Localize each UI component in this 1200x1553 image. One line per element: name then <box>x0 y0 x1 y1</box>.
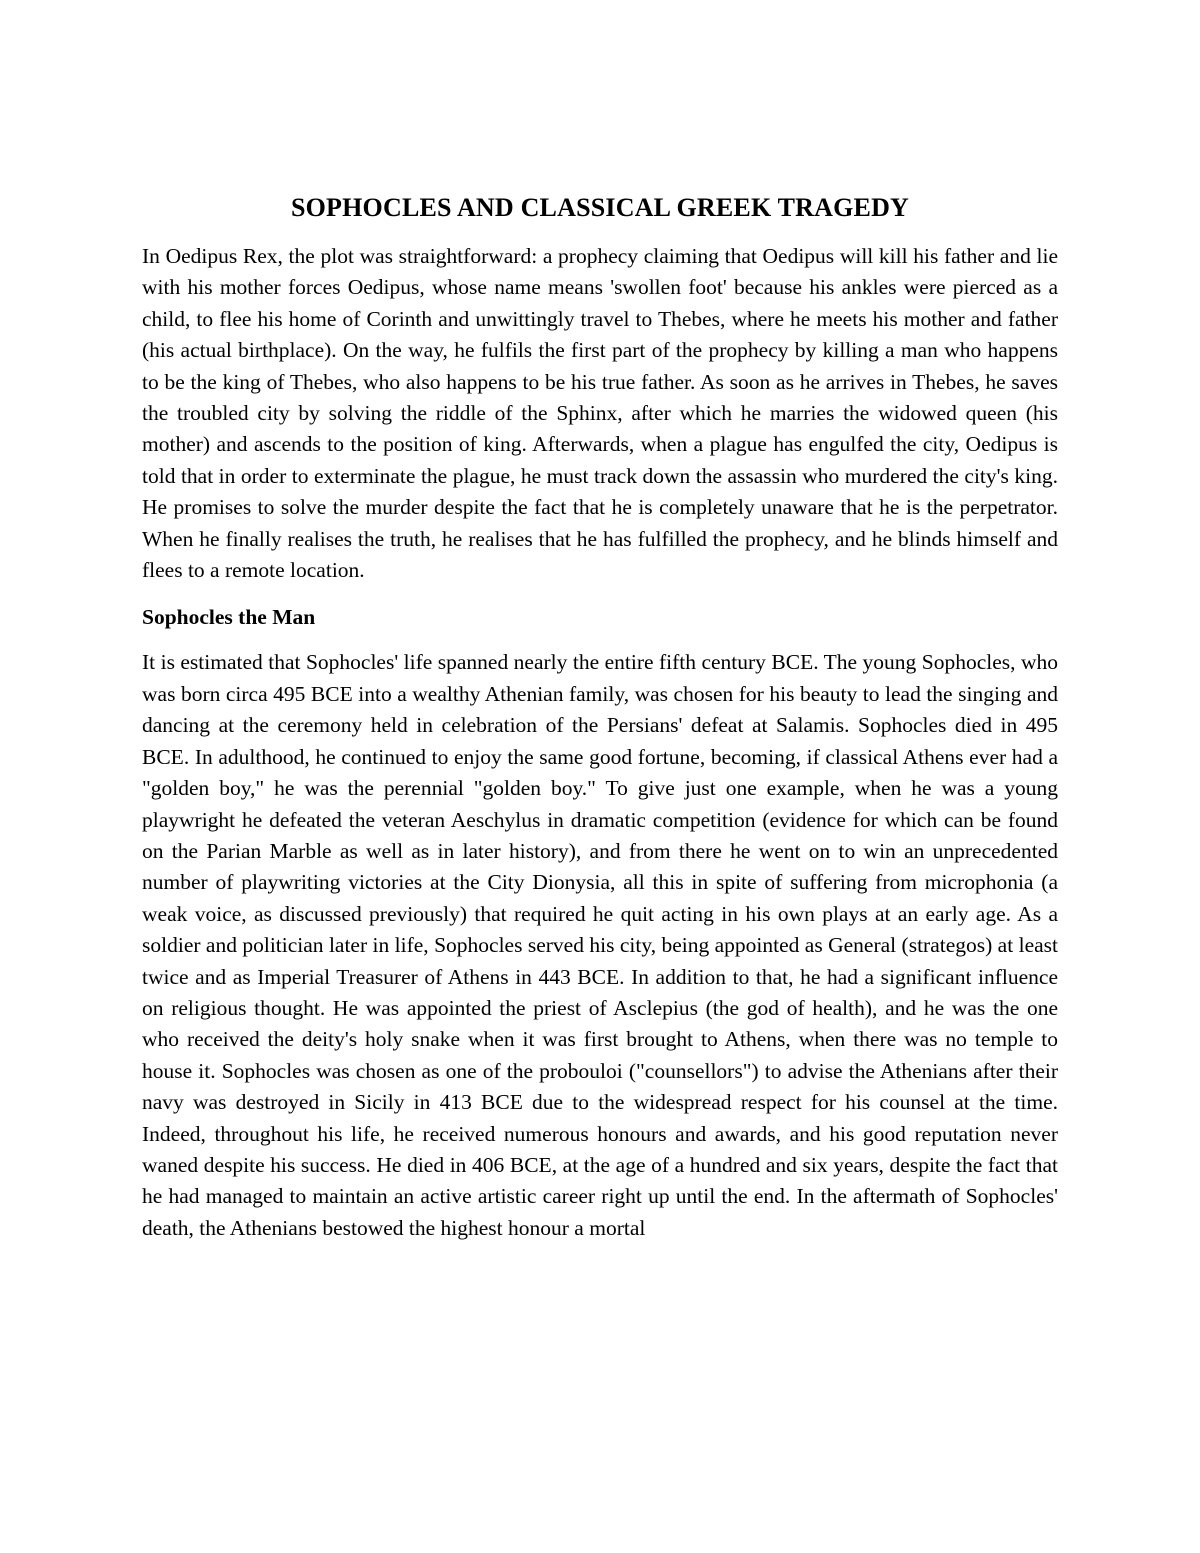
section-heading-sophocles-the-man: Sophocles the Man <box>142 605 316 630</box>
paragraph-oedipus-rex-plot: In Oedipus Rex, the plot was straightforward: a prophecy claiming that Oedipus will kill his father and lie with his mother forces Oedipus, whose name means 'swollen foot' because his ankles were pierced as a child, to flee his home of Corinth and unwittingly travel to Thebes, where he meets his mother and father (his actual birthplace). On the way, he fulfils the first part of the prophecy by killing a man who happens to be the king of Thebes, who also happens to be his true father. As soon as he arrives in Thebes, he saves the troubled city by solving the riddle of the Sphinx, after which he marries the widowed queen (his mother) and ascends to the position of king. Afterwards, when a plague has engulfed the city, Oedipus is told that in order to exterminate the plague, he must track down the assassin who murdered the city's king. He promises to solve the murder despite the fact that he is completely unaware that he is the perpetrator. When he finally realises the truth, he realises that he has fulfilled the prophecy, and he blinds himself and flees to a remote location. <box>142 244 1058 583</box>
document-title: SOPHOCLES AND CLASSICAL GREEK TRAGEDY <box>290 193 910 222</box>
document-page <box>142 188 1058 1244</box>
paragraph-sophocles-biography: It is estimated that Sophocles' life spanned nearly the entire fifth century BCE. The young Sophocles, who was born circa 495 BCE into a wealthy Athenian family, was chosen for his beauty to lead the singing and dancing at the ceremony held in celebration of the Persians' defeat at Salamis. Sophocles died in 495 BCE. In adulthood, he continued to enjoy the same good fortune, becoming, if classical Athens ever had a "golden boy," he was the perennial "golden boy." To give just one example, when he was a young playwright he defeated the veteran Aeschylus in dramatic competition (evidence for which can be found on the Parian Marble as well as in later history), and from there he went on to win an unprecedented number of playwriting victories at the City Dionysia, all this in spite of suffering from microphonia (a weak voice, as discussed previously) that required he quit acting in his own plays at an early age. As a soldier and politician later in life, Sophocles served his city, being appointed as General (strategos) at least twice and as Imperial Treasurer of Athens in 443 BCE. In addition to that, he had a significant influence on religious thought. He was appointed the priest of Asclepius (the god of health), and he was the one who received the deity's holy snake when it was first brought to Athens, when there was no temple to house it. Sophocles was chosen as one of the probouloi ("counsellors") to advise the Athenians after their navy was destroyed in Sicily in 413 BCE due to the widespread respect for his counsel at the time. Indeed, throughout his life, he received numerous honours and awards, and his good reputation never waned despite his success. He died in 406 BCE, at the age of a hundred and six years, despite the fact that he had managed to maintain an active artistic career right up until the end. In the aftermath of Sophocles' death, the Athenians bestowed the highest honour a mortal <box>142 650 1058 1240</box>
